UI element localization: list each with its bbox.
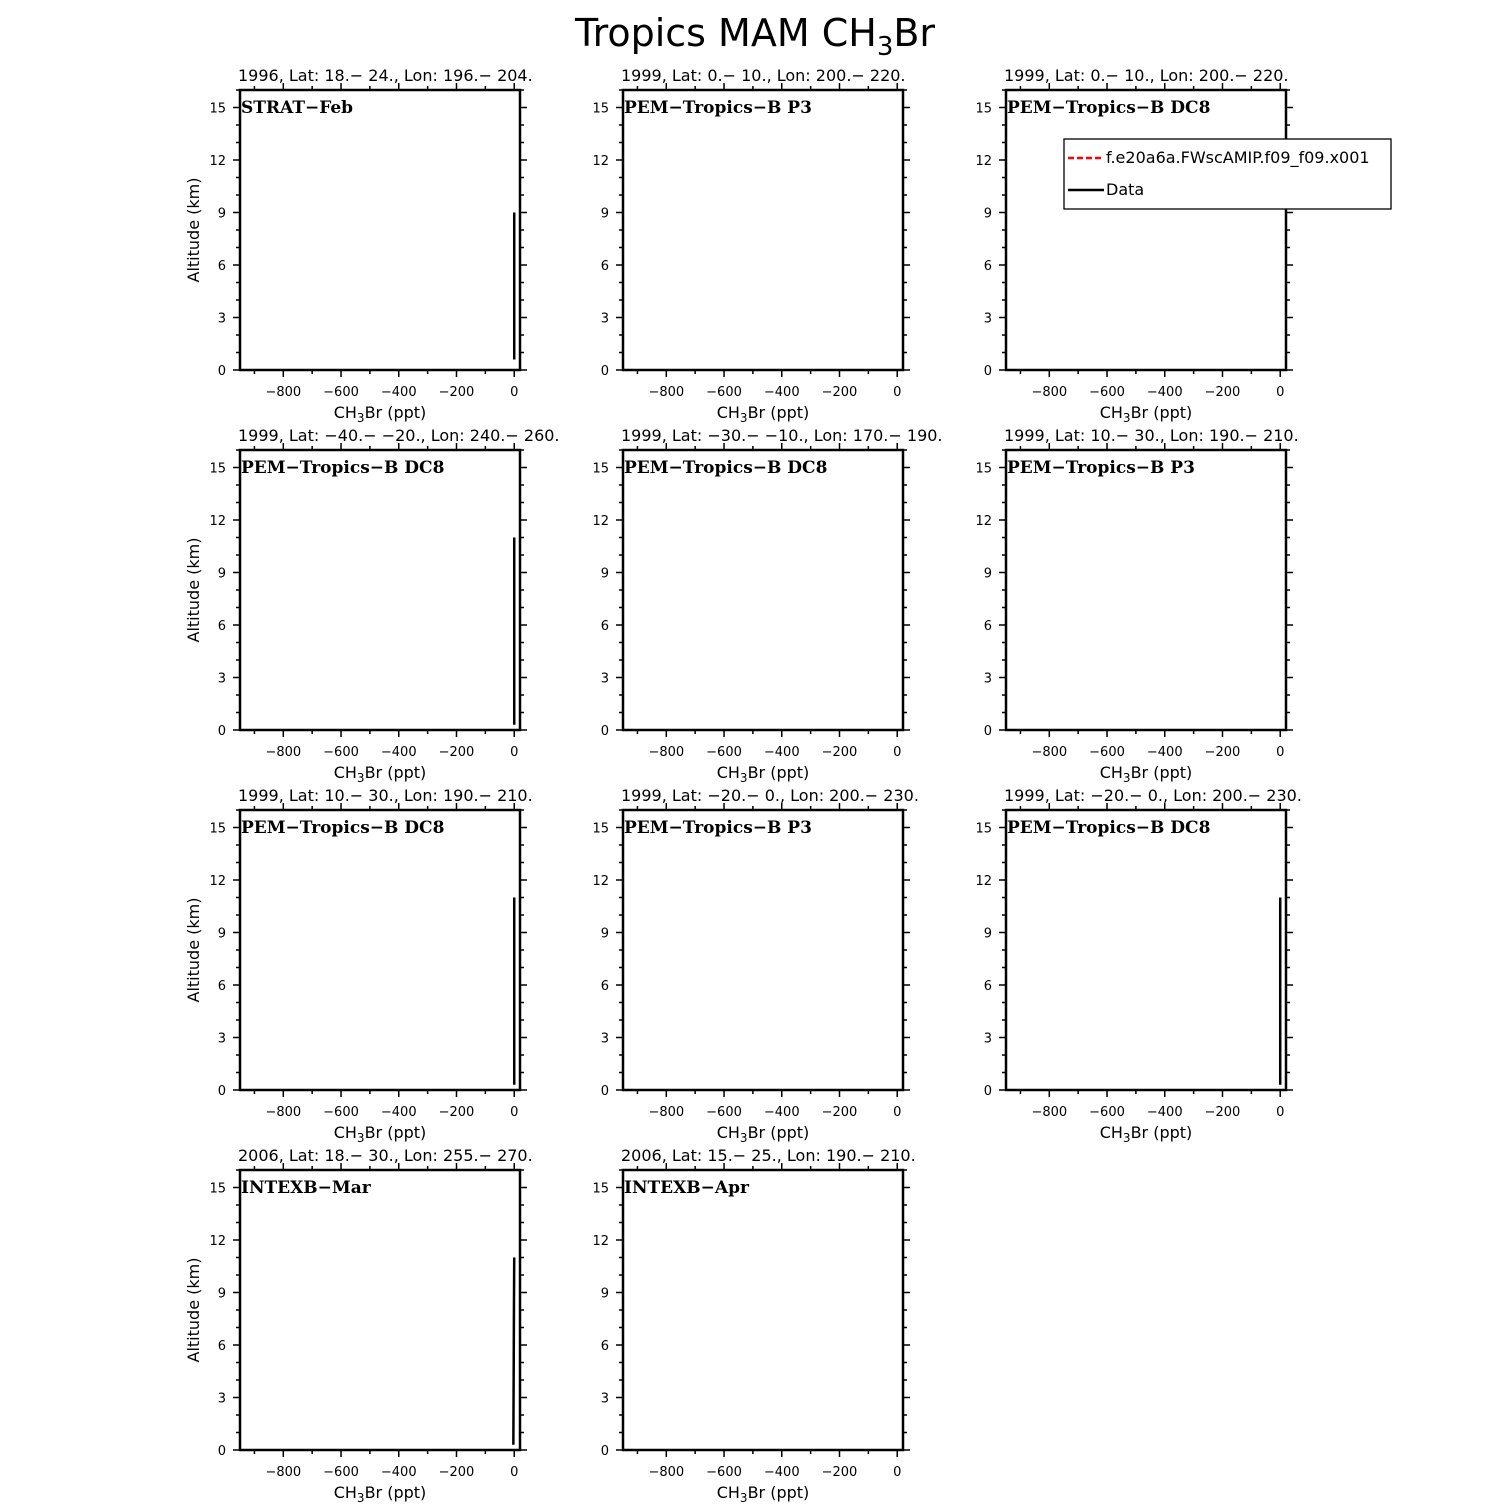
y-tick-label: 12 [592, 1234, 609, 1249]
x-tick-label: −800 [1031, 745, 1068, 760]
y-tick-label: 15 [209, 821, 226, 837]
x-tick-label: 0 [510, 745, 519, 760]
x-tick-label: −600 [706, 1465, 742, 1480]
y-tick-label: 3 [217, 671, 226, 687]
x-tick-label: −200 [438, 745, 475, 760]
y-tick-label: 15 [592, 101, 609, 117]
campaign-label: PEM−Tropics−B DC8 [241, 818, 445, 838]
x-tick-label: −400 [380, 1465, 417, 1480]
x-tick-label: −600 [323, 745, 359, 760]
panel-title: 2006, Lat: 18.− 30., Lon: 255.− 270. [238, 1146, 533, 1165]
y-axis-label: Altitude (km) [184, 177, 203, 283]
y-tick-label: 0 [600, 1084, 609, 1099]
x-tick-label: −600 [1089, 385, 1125, 400]
x-tick-label: −600 [323, 385, 359, 400]
y-tick-label: 12 [209, 514, 226, 529]
y-tick-label: 6 [600, 259, 609, 274]
x-axis-label: $CH_3Br$ (ppt) [716, 1123, 810, 1145]
legend [1064, 139, 1391, 209]
y-tick-label: 6 [217, 979, 226, 994]
x-axis-label: $CH_3Br$ (ppt) [333, 403, 427, 425]
x-axis-label: $CH_3Br$ (ppt) [1099, 403, 1193, 425]
y-tick-label: 9 [983, 926, 992, 942]
x-axis-label: $CH_3Br$ (ppt) [333, 763, 427, 785]
campaign-label: INTEXB−Mar [241, 1178, 371, 1198]
x-tick-label: −200 [821, 1465, 858, 1480]
panel-title: 1999, Lat: 10.− 30., Lon: 190.− 210. [238, 786, 533, 805]
x-tick-label: −400 [763, 385, 800, 400]
x-tick-label: −200 [1204, 385, 1241, 400]
x-tick-label: −400 [763, 1105, 800, 1120]
x-tick-label: −400 [1146, 385, 1183, 400]
x-tick-label: −200 [821, 1105, 858, 1120]
y-tick-label: 3 [983, 671, 992, 687]
panel-grid [184, 66, 1391, 1505]
campaign-label: INTEXB−Apr [624, 1178, 749, 1198]
panel-title: 1999, Lat: −20.− 0., Lon: 200.− 230. [1004, 786, 1302, 805]
x-tick-label: −600 [706, 385, 742, 400]
y-tick-label: 0 [983, 364, 992, 379]
x-tick-label: 0 [1276, 1105, 1285, 1120]
panel-title: 1999, Lat: −40.− −20., Lon: 240.− 260. [238, 426, 560, 445]
campaign-label: PEM−Tropics−B DC8 [624, 458, 828, 478]
x-tick-label: 0 [510, 1465, 519, 1480]
panel-title: 2006, Lat: 15.− 25., Lon: 190.− 210. [621, 1146, 916, 1165]
x-tick-label: −800 [1031, 1105, 1068, 1120]
campaign-label: PEM−Tropics−B P3 [1007, 458, 1195, 478]
y-tick-label: 6 [983, 619, 992, 634]
panel-3 [975, 66, 1293, 425]
y-tick-label: 12 [975, 874, 992, 889]
y-tick-label: 9 [600, 206, 609, 222]
x-tick-label: −600 [1089, 745, 1125, 760]
plot-frame [240, 450, 520, 730]
figure-title: Tropics MAM $CH_3Br$ [574, 11, 936, 62]
y-tick-label: 12 [975, 514, 992, 529]
campaign-label: PEM−Tropics−B DC8 [241, 458, 445, 478]
y-tick-label: 9 [600, 926, 609, 942]
y-tick-label: 3 [217, 1391, 226, 1407]
y-tick-label: 15 [592, 1181, 609, 1197]
y-tick-label: 3 [600, 1031, 609, 1047]
x-tick-label: −400 [763, 1465, 800, 1480]
x-tick-label: −600 [323, 1465, 359, 1480]
x-tick-label: −400 [1146, 1105, 1183, 1120]
y-axis-label: Altitude (km) [184, 537, 203, 643]
x-tick-label: −800 [648, 745, 685, 760]
y-tick-label: 15 [592, 461, 609, 477]
y-axis-label: Altitude (km) [184, 897, 203, 1003]
x-tick-label: −200 [438, 1465, 475, 1480]
x-tick-label: −800 [265, 1105, 302, 1120]
y-tick-label: 15 [975, 821, 992, 837]
x-tick-label: −800 [648, 385, 685, 400]
y-tick-label: 6 [217, 619, 226, 634]
panel-5 [592, 426, 942, 785]
x-axis-label: $CH_3Br$ (ppt) [1099, 763, 1193, 785]
x-axis-label: $CH_3Br$ (ppt) [716, 1483, 810, 1505]
x-tick-label: −800 [265, 745, 302, 760]
legend-entry-label: Data [1106, 180, 1145, 199]
campaign-label: STRAT−Feb [241, 98, 354, 118]
panel-9 [975, 786, 1301, 1145]
campaign-label: PEM−Tropics−B DC8 [1007, 818, 1211, 838]
x-axis-label: $CH_3Br$ (ppt) [1099, 1123, 1193, 1145]
x-tick-label: −200 [821, 385, 858, 400]
y-tick-label: 12 [592, 874, 609, 889]
y-tick-label: 12 [209, 874, 226, 889]
plot-frame [623, 90, 903, 370]
y-tick-label: 3 [600, 671, 609, 687]
plot-frame [1006, 810, 1286, 1090]
y-tick-label: 6 [600, 979, 609, 994]
y-tick-label: 6 [600, 619, 609, 634]
y-tick-label: 0 [983, 724, 992, 739]
y-tick-label: 6 [983, 979, 992, 994]
x-tick-label: −800 [648, 1105, 685, 1120]
y-tick-label: 0 [217, 1084, 226, 1099]
y-tick-label: 3 [600, 1391, 609, 1407]
y-tick-label: 3 [983, 1031, 992, 1047]
y-tick-label: 9 [983, 566, 992, 582]
x-axis-label: $CH_3Br$ (ppt) [333, 1123, 427, 1145]
y-tick-label: 3 [217, 1031, 226, 1047]
panel-2 [592, 66, 910, 425]
panel-title: 1996, Lat: 18.− 24., Lon: 196.− 204. [238, 66, 533, 85]
x-tick-label: −800 [648, 1465, 685, 1480]
y-tick-label: 9 [217, 926, 226, 942]
y-tick-label: 3 [217, 311, 226, 327]
y-tick-label: 12 [975, 154, 992, 169]
y-tick-label: 12 [592, 514, 609, 529]
plot-frame [623, 810, 903, 1090]
x-tick-label: 0 [893, 745, 902, 760]
plot-frame [623, 450, 903, 730]
campaign-label: PEM−Tropics−B DC8 [1007, 98, 1211, 118]
y-tick-label: 15 [592, 821, 609, 837]
y-tick-label: 3 [983, 311, 992, 327]
y-tick-label: 6 [217, 259, 226, 274]
plot-frame [240, 1170, 520, 1450]
panel-title: 1999, Lat: −20.− 0., Lon: 200.− 230. [621, 786, 919, 805]
y-tick-label: 6 [600, 1339, 609, 1354]
y-tick-label: 15 [975, 101, 992, 117]
y-tick-label: 12 [209, 1234, 226, 1249]
panel-1 [184, 66, 533, 425]
panel-7 [184, 786, 533, 1145]
y-tick-label: 3 [600, 311, 609, 327]
x-tick-label: −600 [706, 745, 742, 760]
campaign-label: PEM−Tropics−B P3 [624, 98, 812, 118]
x-tick-label: −800 [1031, 385, 1068, 400]
x-tick-label: −400 [380, 1105, 417, 1120]
y-tick-label: 6 [217, 1339, 226, 1354]
y-axis-label: Altitude (km) [184, 1257, 203, 1363]
y-tick-label: 9 [600, 1286, 609, 1302]
x-tick-label: 0 [1276, 745, 1285, 760]
y-tick-label: 0 [983, 1084, 992, 1099]
y-tick-label: 9 [217, 206, 226, 222]
y-tick-label: 15 [209, 461, 226, 477]
plot-frame [623, 1170, 903, 1450]
plot-frame [1006, 90, 1286, 370]
x-axis-label: $CH_3Br$ (ppt) [716, 403, 810, 425]
data-series-line [513, 1258, 514, 1445]
y-tick-label: 15 [209, 1181, 226, 1197]
panel-8 [592, 786, 918, 1145]
y-tick-label: 0 [217, 1444, 226, 1459]
x-tick-label: −200 [1204, 1105, 1241, 1120]
campaign-label: PEM−Tropics−B P3 [624, 818, 812, 838]
y-tick-label: 9 [983, 206, 992, 222]
x-tick-label: 0 [510, 1105, 519, 1120]
x-tick-label: −200 [821, 745, 858, 760]
x-tick-label: −600 [706, 1105, 742, 1120]
legend-entry-label: f.e20a6a.FWscAMIP.f09_f09.x001 [1106, 148, 1370, 167]
x-tick-label: −400 [380, 385, 417, 400]
y-tick-label: 9 [217, 1286, 226, 1302]
x-tick-label: 0 [893, 1465, 902, 1480]
panel-title: 1999, Lat: −30.− −10., Lon: 170.− 190. [621, 426, 943, 445]
x-tick-label: 0 [893, 1105, 902, 1120]
y-tick-label: 0 [217, 724, 226, 739]
plot-frame [240, 810, 520, 1090]
plot-frame [1006, 450, 1286, 730]
panel-10 [184, 1146, 533, 1505]
y-tick-label: 0 [600, 724, 609, 739]
y-tick-label: 12 [209, 154, 226, 169]
y-tick-label: 15 [209, 101, 226, 117]
plot-frame [240, 90, 520, 370]
panel-6 [975, 426, 1298, 785]
y-tick-label: 6 [983, 259, 992, 274]
panel-title: 1999, Lat: 0.− 10., Lon: 200.− 220. [621, 66, 906, 85]
x-tick-label: −200 [438, 1105, 475, 1120]
x-tick-label: −400 [763, 745, 800, 760]
y-tick-label: 9 [600, 566, 609, 582]
x-tick-label: −200 [1204, 745, 1241, 760]
x-tick-label: 0 [893, 385, 902, 400]
y-tick-label: 12 [592, 154, 609, 169]
x-tick-label: −600 [1089, 1105, 1125, 1120]
y-tick-label: 0 [600, 1444, 609, 1459]
x-tick-label: −800 [265, 385, 302, 400]
panel-4 [184, 426, 560, 785]
x-tick-label: 0 [1276, 385, 1285, 400]
x-tick-label: −200 [438, 385, 475, 400]
x-axis-label: $CH_3Br$ (ppt) [333, 1483, 427, 1505]
x-tick-label: −400 [380, 745, 417, 760]
x-tick-label: −600 [323, 1105, 359, 1120]
y-tick-label: 0 [217, 364, 226, 379]
x-tick-label: 0 [510, 385, 519, 400]
y-tick-label: 15 [975, 461, 992, 477]
y-tick-label: 9 [217, 566, 226, 582]
x-tick-label: −800 [265, 1465, 302, 1480]
panel-title: 1999, Lat: 10.− 30., Lon: 190.− 210. [1004, 426, 1299, 445]
x-axis-label: $CH_3Br$ (ppt) [716, 763, 810, 785]
x-tick-label: −400 [1146, 745, 1183, 760]
panel-11 [592, 1146, 915, 1505]
panel-title: 1999, Lat: 0.− 10., Lon: 200.− 220. [1004, 66, 1289, 85]
y-tick-label: 0 [600, 364, 609, 379]
